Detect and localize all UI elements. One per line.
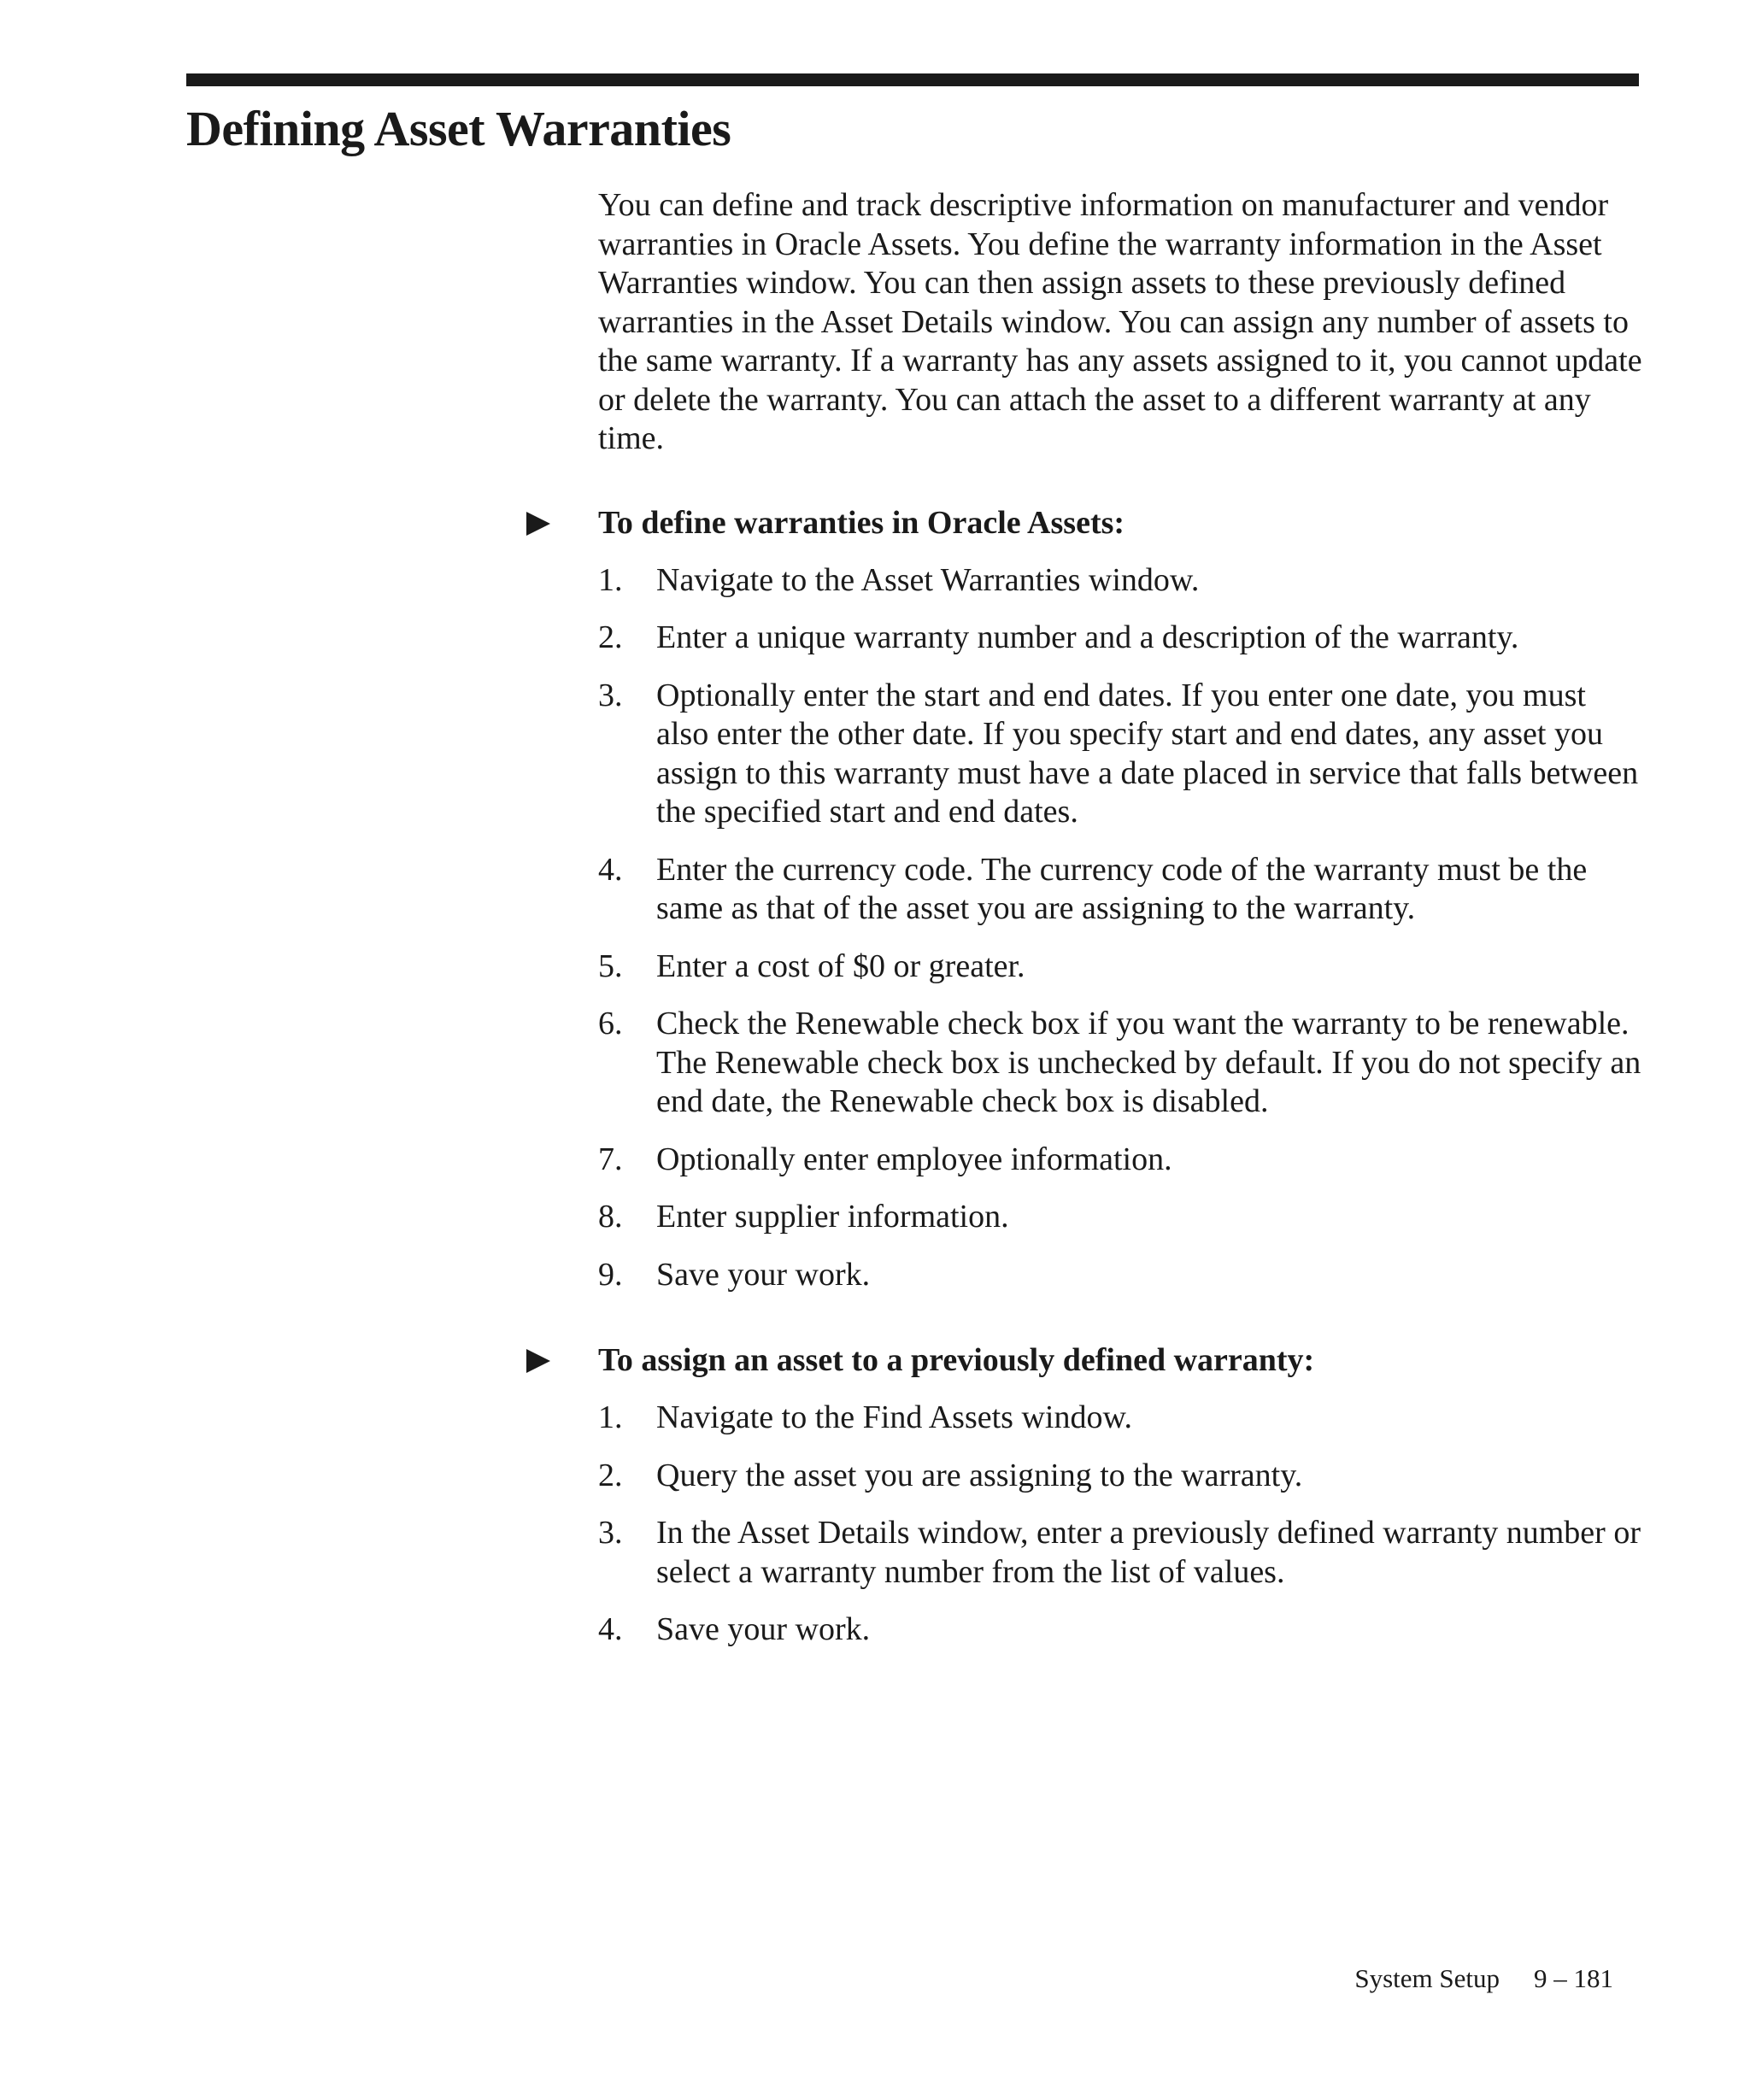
step-item bbox=[598, 851, 1645, 929]
footer-section-name: System Setup bbox=[1354, 1963, 1500, 1993]
step-text: In the Asset Details window, enter a previously defined warranty number or select a warranty number from the list of values. bbox=[656, 1515, 1641, 1590]
step-item bbox=[598, 677, 1645, 832]
step-item bbox=[598, 1399, 1645, 1438]
page-title: Defining Asset Warranties bbox=[186, 101, 731, 156]
step-text: Query the asset you are assigning to the warranty. bbox=[656, 1457, 1303, 1493]
intro-paragraph: You can define and track descriptive information on manufacturer and vendor warranties in Oracle Assets. You define the warranty information in the Asset Warranties window. You can then assign assets to these previously defined warranties in the Asset Details window. You can assign any number of assets to the same warranty. If a warranty has any assets assigned to it, you cannot update or delete the warranty. You can attach the asset to a different warranty at any time. bbox=[598, 187, 1642, 456]
step-text: Optionally enter employee information. bbox=[656, 1141, 1172, 1177]
step-text: Optionally enter the start and end dates. If you enter one date, you must also enter the other date. If you specify start and end dates, any asset you assign to this warranty must have a date placed in service that falls between the specified start and end dates. bbox=[656, 677, 1639, 830]
step-text: Enter supplier information. bbox=[656, 1199, 1009, 1235]
step-number: 2. bbox=[598, 1457, 623, 1493]
step-item bbox=[598, 1514, 1645, 1592]
step-text: Navigate to the Asset Warranties window. bbox=[656, 561, 1200, 598]
step-number: 1. bbox=[598, 561, 623, 598]
step-text: Enter a cost of $0 or greater. bbox=[656, 947, 1025, 984]
step-item bbox=[598, 1457, 1645, 1496]
step-number: 1. bbox=[598, 1399, 623, 1435]
step-item bbox=[598, 947, 1645, 987]
step-number: 4. bbox=[598, 851, 623, 888]
step-number: 3. bbox=[598, 1515, 623, 1551]
arrow-right-icon bbox=[526, 1349, 550, 1373]
step-item bbox=[598, 561, 1645, 601]
steps-list bbox=[598, 1399, 1645, 1650]
step-number: 4. bbox=[598, 1611, 623, 1647]
step-number: 7. bbox=[598, 1141, 623, 1177]
step-item bbox=[598, 1005, 1645, 1122]
arrow-right-icon bbox=[526, 512, 550, 536]
page-footer bbox=[1354, 1962, 1613, 1995]
step-text: Check the Renewable check box if you want the warranty to be renewable. The Renewable check box is unchecked by default. If you do not specify an end date, the Renewable check box is disabled. bbox=[656, 1006, 1641, 1119]
step-text: Save your work. bbox=[656, 1256, 871, 1293]
section-assign-asset bbox=[598, 1340, 1645, 1650]
step-text: Save your work. bbox=[656, 1611, 871, 1647]
top-rule bbox=[186, 73, 1639, 86]
step-text: Enter the currency code. The currency code of the warranty must be the same as that of the asset you are assigning to the warranty. bbox=[656, 851, 1588, 926]
steps-list bbox=[598, 561, 1645, 1295]
section-heading: To define warranties in Oracle Assets: bbox=[598, 504, 1125, 541]
footer-page-number: 9 – 181 bbox=[1534, 1963, 1613, 1993]
step-item bbox=[598, 619, 1645, 658]
step-number: 5. bbox=[598, 947, 623, 984]
step-number: 3. bbox=[598, 677, 623, 713]
step-number: 8. bbox=[598, 1199, 623, 1235]
step-number: 9. bbox=[598, 1256, 623, 1293]
step-item bbox=[598, 1610, 1645, 1650]
step-item bbox=[598, 1198, 1645, 1237]
section-heading: To assign an asset to a previously defined warranty: bbox=[598, 1342, 1315, 1378]
step-item bbox=[598, 1141, 1645, 1180]
step-item bbox=[598, 1256, 1645, 1295]
step-text: Navigate to the Find Assets window. bbox=[656, 1399, 1132, 1435]
step-number: 2. bbox=[598, 619, 623, 655]
section-define-warranties bbox=[598, 503, 1645, 1295]
main-content bbox=[598, 186, 1645, 1669]
step-number: 6. bbox=[598, 1006, 623, 1041]
step-text: Enter a unique warranty number and a description of the warranty. bbox=[656, 619, 1519, 655]
